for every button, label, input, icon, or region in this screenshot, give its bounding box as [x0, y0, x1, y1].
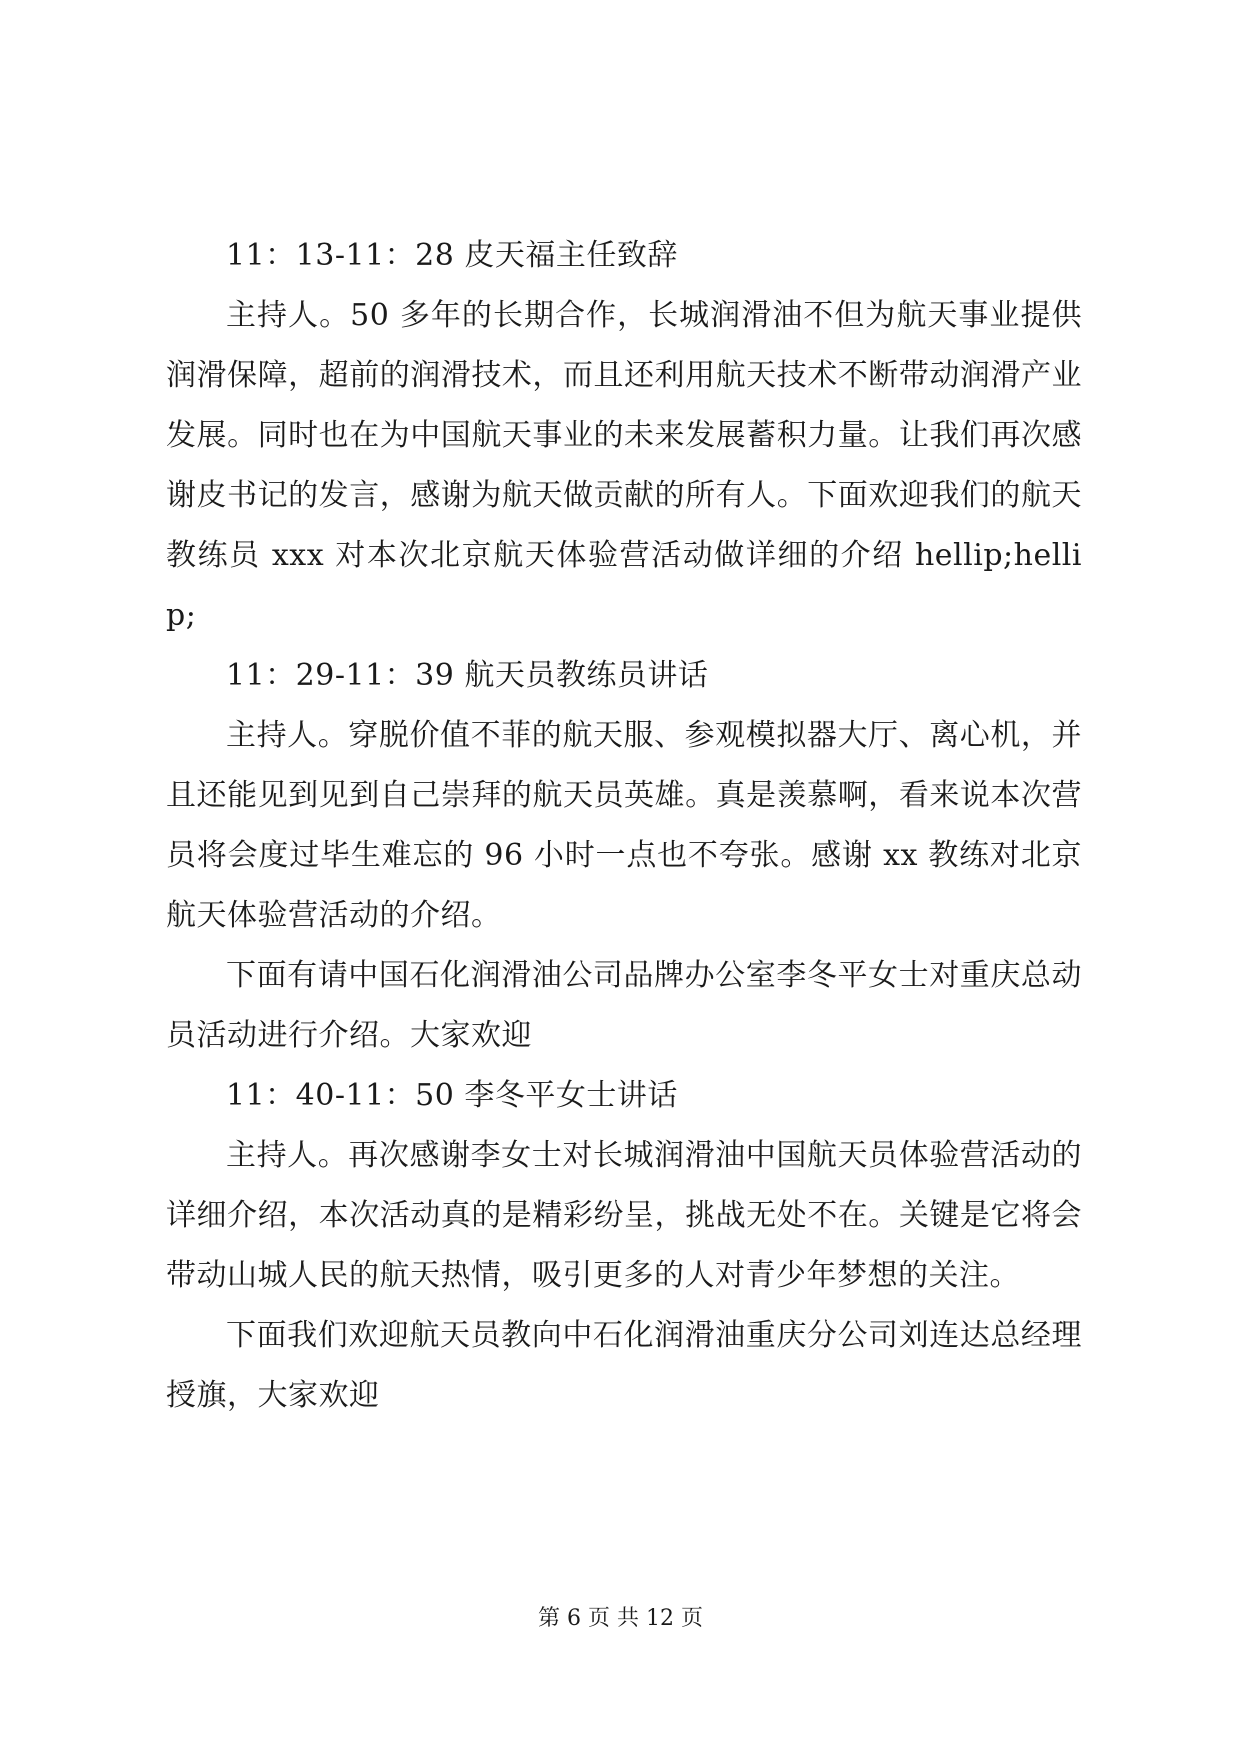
host-speech-1: 主持人。50 多年的长期合作，长城润滑油不但为航天事业提供润滑保障，超前的润滑技术，而且还利用航天技术不断带动润滑产业发展。同时也在为中国航天事业的未来发展蓄积力量。让我们再次感谢皮书记的发言，感谢为航天做贡献的所有人。下面欢迎我们的航天教练员 xxx 对本次北京航天体验营活动做详细的介绍 hellip;hellip;	[166, 298, 1082, 633]
document-body	[166, 226, 1082, 1426]
schedule-heading-3: 11：40-11：50 李冬平女士讲话	[226, 1078, 678, 1113]
schedule-heading-1: 11：13-11：28 皮天福主任致辞	[226, 238, 678, 273]
host-speech-2: 主持人。穿脱价值不菲的航天服、参观模拟器大厅、离心机，并且还能见到见到自己崇拜的航天员英雄。真是羡慕啊，看来说本次营员将会度过毕生难忘的 96 小时一点也不夸张。感谢 xx 教练对北京航天体验营活动的介绍。	[166, 718, 1082, 933]
host-speech-3: 主持人。再次感谢李女士对长城润滑油中国航天员体验营活动的详细介绍，本次活动真的是精彩纷呈，挑战无处不在。关键是它将会带动山城人民的航天热情，吸引更多的人对青少年梦想的关注。	[166, 1138, 1082, 1293]
page-number-footer: 第 6 页 共 12 页	[538, 1606, 703, 1631]
schedule-heading-2: 11：29-11：39 航天员教练员讲话	[226, 658, 709, 693]
host-invitation-2: 下面我们欢迎航天员教向中石化润滑油重庆分公司刘连达总经理授旗，大家欢迎	[166, 1318, 1082, 1413]
host-invitation-1: 下面有请中国石化润滑油公司品牌办公室李冬平女士对重庆总动员活动进行介绍。大家欢迎	[166, 958, 1082, 1053]
